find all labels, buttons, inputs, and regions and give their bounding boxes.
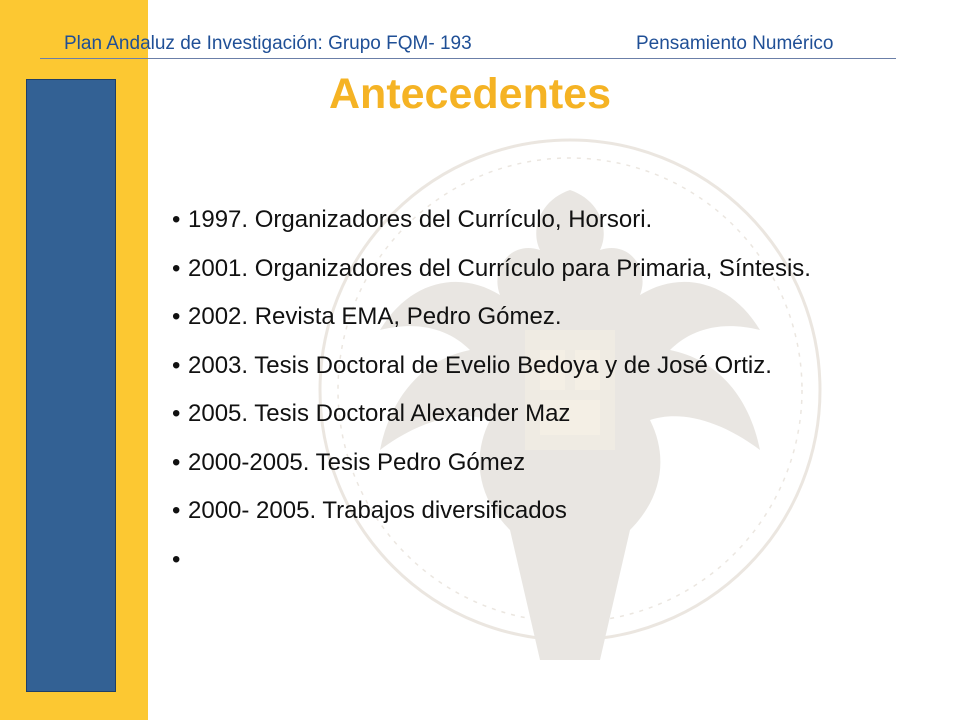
left-blue-panel: [26, 79, 116, 692]
bullet-item: [172, 204, 932, 253]
bullet-item: [172, 253, 932, 302]
bullet-item: [172, 301, 932, 350]
bullet-item: [172, 447, 932, 496]
bullet-item: [172, 350, 932, 399]
slide-title-text: Antecedentes: [329, 70, 611, 118]
bullet-dot: •: [172, 497, 181, 524]
bullet-text: 2001. Organizadores del Currículo para Primaria, Síntesis.: [188, 254, 811, 282]
bullet-item: [172, 495, 932, 544]
bullet-text: 1997. Organizadores del Currículo, Horsori.: [188, 206, 653, 233]
bullet-dot: •: [172, 545, 181, 573]
bullet-dot: •: [172, 303, 181, 330]
header-group-label: Plan Andaluz de Investigación: Grupo FQM- 193: [64, 33, 472, 54]
bullet-dot: •: [172, 351, 181, 379]
bullet-text: 2000-2005. Tesis Pedro Gómez: [188, 448, 526, 476]
slide-title: [0, 70, 940, 119]
bullet-text: 2003. Tesis Doctoral de Evelio Bedoya y de José Ortiz.: [188, 351, 772, 379]
bullet-dot: •: [172, 206, 181, 233]
bullet-list: [172, 204, 932, 592]
bullet-text: 2002. Revista EMA, Pedro Gómez.: [188, 303, 562, 330]
bullet-item: [172, 398, 932, 447]
bullet-item: [172, 544, 932, 593]
header-topic-label: Pensamiento Numérico: [636, 33, 834, 54]
bullet-text: 2005. Tesis Doctoral Alexander Maz: [188, 400, 571, 427]
bullet-dot: •: [172, 448, 181, 476]
bullet-dot: •: [172, 254, 181, 282]
header-divider: [40, 58, 896, 59]
bullet-dot: •: [172, 400, 181, 427]
bullet-text: 2000- 2005. Trabajos diversificados: [188, 497, 567, 524]
